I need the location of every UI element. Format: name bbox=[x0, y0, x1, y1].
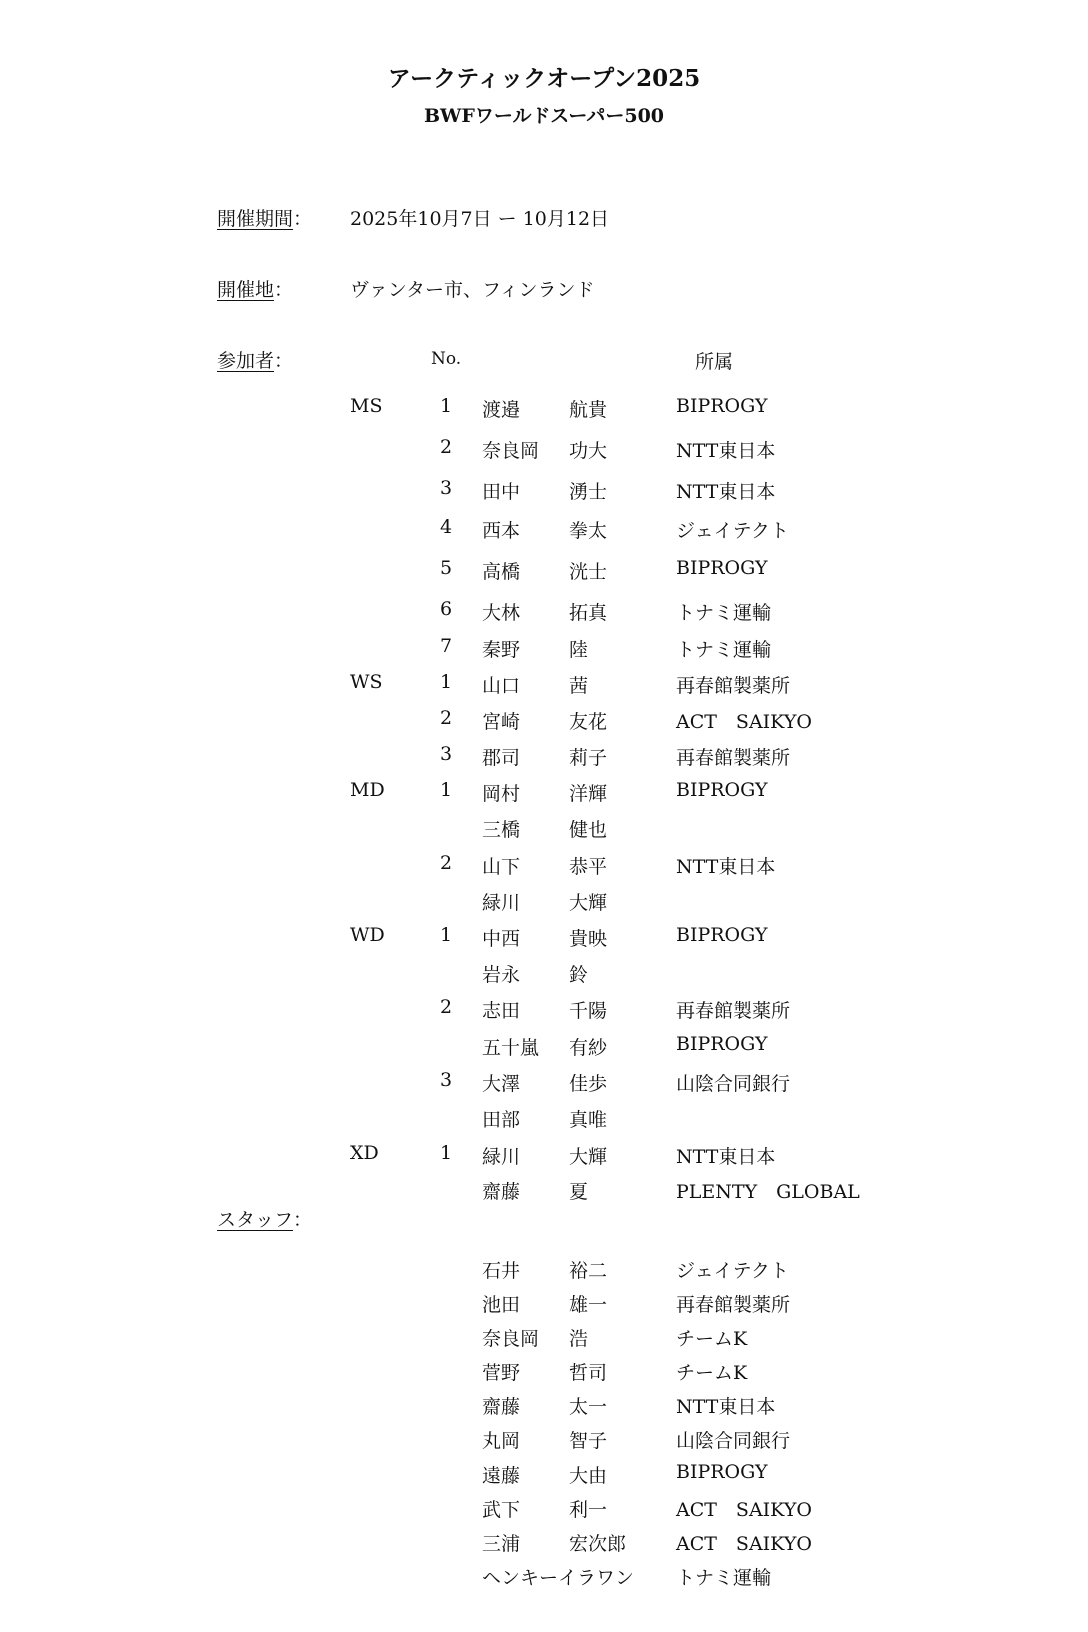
given-name: 湧士 bbox=[569, 481, 608, 503]
family-name: 齋藤 bbox=[482, 1181, 521, 1203]
venue-colon: ： bbox=[274, 279, 294, 301]
given-name: 真唯 bbox=[569, 1109, 608, 1131]
entry-number: 3 bbox=[440, 743, 453, 765]
given-name: 洋輝 bbox=[569, 783, 608, 805]
event-code: MD bbox=[350, 779, 385, 801]
staff-label-block bbox=[217, 1205, 312, 1232]
affiliation: ACT SAIKYO bbox=[676, 1533, 812, 1555]
family-name: 岩永 bbox=[482, 964, 521, 986]
entry-number: 2 bbox=[440, 996, 453, 1018]
given-name: 拳太 bbox=[569, 520, 608, 542]
header-affiliation: 所属 bbox=[695, 351, 734, 373]
entry-number: 2 bbox=[440, 436, 453, 458]
staff-label: スタッフ bbox=[217, 1209, 294, 1231]
family-name: 田部 bbox=[482, 1109, 521, 1131]
participant-row bbox=[0, 635, 1088, 665]
affiliation: 再春館製薬所 bbox=[676, 675, 791, 697]
family-name: 渡邉 bbox=[482, 399, 521, 421]
participant-row bbox=[0, 996, 1088, 1026]
family-name: 岡村 bbox=[482, 783, 521, 805]
family-name: 奈良岡 bbox=[482, 440, 540, 462]
given-name: 航貴 bbox=[569, 399, 608, 421]
participant-row bbox=[0, 1069, 1088, 1099]
given-name: 大輝 bbox=[569, 1146, 608, 1168]
given-name: 佳歩 bbox=[569, 1073, 608, 1095]
participant-row bbox=[0, 436, 1088, 466]
staff-row bbox=[0, 1392, 1088, 1422]
family-name: 石井 bbox=[482, 1260, 521, 1282]
given-name: 大輝 bbox=[569, 892, 608, 914]
given-name: 浩 bbox=[569, 1328, 589, 1350]
family-name: 田中 bbox=[482, 481, 521, 503]
given-name: 宏次郎 bbox=[569, 1533, 627, 1555]
venue-label: 開催地 bbox=[217, 279, 275, 301]
participant-row bbox=[0, 671, 1088, 701]
staff-row bbox=[0, 1256, 1088, 1286]
header-no: No. bbox=[431, 349, 462, 369]
entry-number: 5 bbox=[440, 557, 453, 579]
entry-number: 2 bbox=[440, 852, 453, 874]
participant-row bbox=[0, 1105, 1088, 1135]
given-name: 莉子 bbox=[569, 747, 608, 769]
participant-row bbox=[0, 516, 1088, 546]
participant-row bbox=[0, 815, 1088, 845]
affiliation: BIPROGY bbox=[676, 1461, 768, 1483]
affiliation: 山陰合同銀行 bbox=[676, 1073, 791, 1095]
staff-colon: ： bbox=[293, 1209, 313, 1231]
affiliation: トナミ運輸 bbox=[676, 639, 772, 661]
affiliation: チームK bbox=[676, 1328, 748, 1350]
family-name: 奈良岡 bbox=[482, 1328, 540, 1350]
participant-row bbox=[0, 779, 1088, 809]
period-label-block bbox=[217, 204, 312, 231]
staff-row bbox=[0, 1324, 1088, 1354]
given-name: 裕二 bbox=[569, 1260, 608, 1282]
affiliation: トナミ運輸 bbox=[676, 1567, 772, 1589]
given-name: 夏 bbox=[569, 1181, 589, 1203]
given-name: 茜 bbox=[569, 675, 589, 697]
affiliation: ACT SAIKYO bbox=[676, 711, 812, 733]
affiliation: BIPROGY bbox=[676, 779, 768, 801]
family-name: 三橋 bbox=[482, 819, 521, 841]
period-colon: ： bbox=[293, 208, 313, 230]
family-name: 大澤 bbox=[482, 1073, 521, 1095]
participant-row bbox=[0, 960, 1088, 990]
affiliation: NTT東日本 bbox=[676, 481, 776, 503]
family-name: 緑川 bbox=[482, 892, 521, 914]
given-name: 洸士 bbox=[569, 561, 608, 583]
period-value: 2025年10月7日 ー 10月12日 bbox=[350, 208, 610, 230]
given-name: 有紗 bbox=[569, 1037, 608, 1059]
given-name: 千陽 bbox=[569, 1000, 608, 1022]
staff-row bbox=[0, 1461, 1088, 1491]
event-code: XD bbox=[350, 1142, 379, 1164]
participant-row bbox=[0, 924, 1088, 954]
affiliation: 再春館製薬所 bbox=[676, 747, 791, 769]
given-name: 智子 bbox=[569, 1430, 608, 1452]
participants-colon: ： bbox=[274, 350, 294, 372]
given-name: 太一 bbox=[569, 1396, 608, 1418]
family-name: 五十嵐 bbox=[482, 1037, 540, 1059]
entry-number: 7 bbox=[440, 635, 453, 657]
entry-number: 6 bbox=[440, 598, 453, 620]
family-name: 高橋 bbox=[482, 561, 521, 583]
entry-number: 1 bbox=[440, 395, 453, 417]
document-title: アークティックオープン2025 bbox=[387, 65, 701, 92]
family-name: 西本 bbox=[482, 520, 521, 542]
participant-row bbox=[0, 1177, 1088, 1207]
document-subtitle: BWFワールドスーパー500 bbox=[423, 105, 665, 127]
entry-number: 1 bbox=[440, 1142, 453, 1164]
entry-number: 3 bbox=[440, 477, 453, 499]
staff-row bbox=[0, 1529, 1088, 1559]
event-code: MS bbox=[350, 395, 383, 417]
given-name: 雄一 bbox=[569, 1294, 608, 1316]
participant-row bbox=[0, 888, 1088, 918]
staff-row bbox=[0, 1495, 1088, 1525]
family-name: 緑川 bbox=[482, 1146, 521, 1168]
event-code: WS bbox=[350, 671, 383, 693]
participant-row bbox=[0, 557, 1088, 587]
participants-label-block bbox=[217, 346, 293, 373]
family-name: 宮崎 bbox=[482, 711, 521, 733]
affiliation: BIPROGY bbox=[676, 395, 768, 417]
affiliation: NTT東日本 bbox=[676, 856, 776, 878]
venue-label-block bbox=[217, 275, 293, 302]
given-name: 陸 bbox=[569, 639, 589, 661]
participant-row bbox=[0, 598, 1088, 628]
affiliation: 山陰合同銀行 bbox=[676, 1430, 791, 1452]
participant-row bbox=[0, 852, 1088, 882]
staff-full-name: ヘンキーイラワン bbox=[482, 1567, 635, 1589]
family-name: 池田 bbox=[482, 1294, 521, 1316]
affiliation: NTT東日本 bbox=[676, 1146, 776, 1168]
given-name: 拓真 bbox=[569, 602, 608, 624]
family-name: 大林 bbox=[482, 602, 521, 624]
staff-row bbox=[0, 1358, 1088, 1388]
affiliation: チームK bbox=[676, 1362, 748, 1384]
family-name: 武下 bbox=[482, 1499, 521, 1521]
family-name: 丸岡 bbox=[482, 1430, 521, 1452]
family-name: 遠藤 bbox=[482, 1465, 521, 1487]
participant-row bbox=[0, 1142, 1088, 1172]
family-name: 志田 bbox=[482, 1000, 521, 1022]
period-label: 開催期間 bbox=[217, 208, 294, 230]
affiliation: BIPROGY bbox=[676, 557, 768, 579]
given-name: 恭平 bbox=[569, 856, 608, 878]
participant-row bbox=[0, 395, 1088, 425]
participants-label: 参加者 bbox=[217, 350, 275, 372]
given-name: 功大 bbox=[569, 440, 608, 462]
affiliation: BIPROGY bbox=[676, 1033, 768, 1055]
affiliation: トナミ運輸 bbox=[676, 602, 772, 624]
entry-number: 2 bbox=[440, 707, 453, 729]
entry-number: 1 bbox=[440, 671, 453, 693]
staff-row bbox=[0, 1290, 1088, 1320]
family-name: 三浦 bbox=[482, 1533, 521, 1555]
given-name: 健也 bbox=[569, 819, 608, 841]
family-name: 郡司 bbox=[482, 747, 521, 769]
entry-number: 4 bbox=[440, 516, 453, 538]
participant-row bbox=[0, 707, 1088, 737]
affiliation: ジェイテクト bbox=[676, 1260, 789, 1282]
participant-row bbox=[0, 477, 1088, 507]
affiliation: 再春館製薬所 bbox=[676, 1294, 791, 1316]
staff-row bbox=[0, 1426, 1088, 1456]
affiliation: BIPROGY bbox=[676, 924, 768, 946]
entry-number: 1 bbox=[440, 924, 453, 946]
entry-number: 3 bbox=[440, 1069, 453, 1091]
event-code: WD bbox=[350, 924, 385, 946]
affiliation: ジェイテクト bbox=[676, 520, 789, 542]
family-name: 秦野 bbox=[482, 639, 521, 661]
given-name: 鈴 bbox=[569, 964, 589, 986]
staff-row bbox=[0, 1563, 1088, 1593]
family-name: 中西 bbox=[482, 928, 521, 950]
affiliation: NTT東日本 bbox=[676, 1396, 776, 1418]
affiliation: 再春館製薬所 bbox=[676, 1000, 791, 1022]
family-name: 菅野 bbox=[482, 1362, 521, 1384]
family-name: 山口 bbox=[482, 675, 521, 697]
given-name: 貴映 bbox=[569, 928, 608, 950]
given-name: 哲司 bbox=[569, 1362, 608, 1384]
affiliation: NTT東日本 bbox=[676, 440, 776, 462]
given-name: 友花 bbox=[569, 711, 608, 733]
family-name: 山下 bbox=[482, 856, 521, 878]
given-name: 大由 bbox=[569, 1465, 608, 1487]
family-name: 齋藤 bbox=[482, 1396, 521, 1418]
venue-value: ヴァンター市、フィンランド bbox=[350, 279, 595, 301]
participant-row bbox=[0, 1033, 1088, 1063]
entry-number: 1 bbox=[440, 779, 453, 801]
affiliation: PLENTY GLOBAL bbox=[676, 1181, 860, 1203]
affiliation: ACT SAIKYO bbox=[676, 1499, 812, 1521]
given-name: 利一 bbox=[569, 1499, 608, 1521]
participant-row bbox=[0, 743, 1088, 773]
